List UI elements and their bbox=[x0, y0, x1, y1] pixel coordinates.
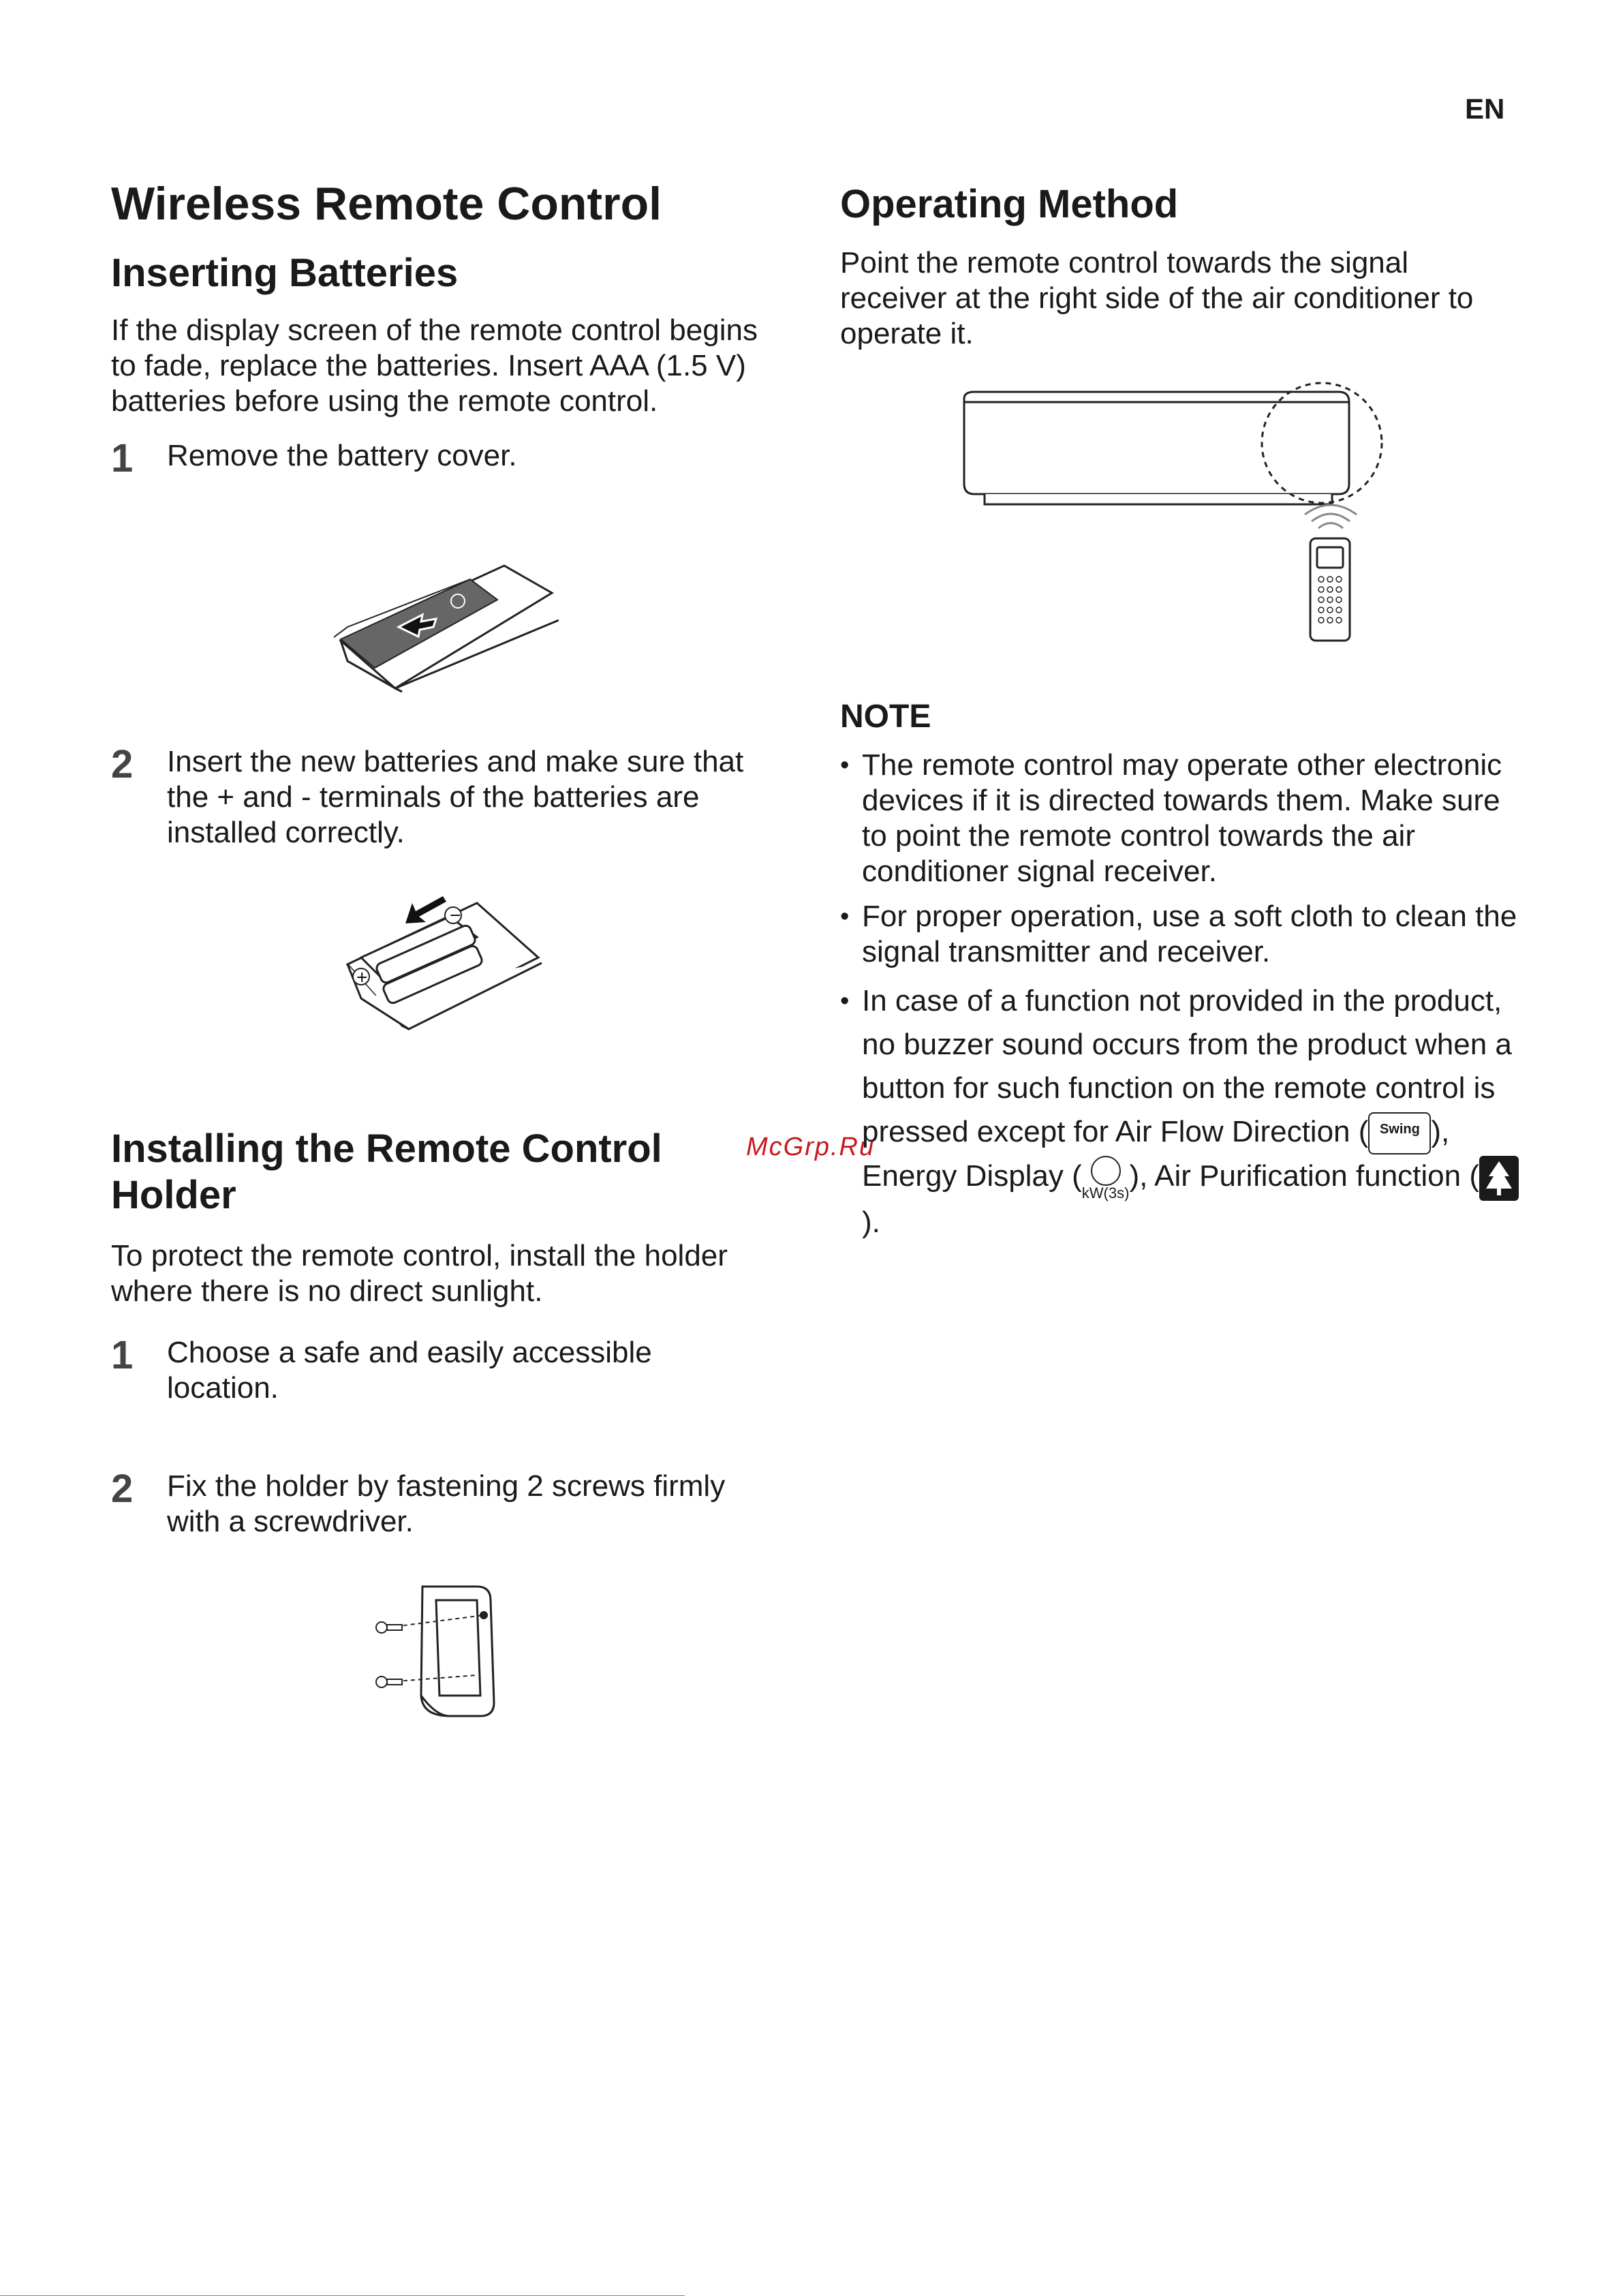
page-title: Wireless Remote Control bbox=[111, 178, 662, 230]
batteries-intro: If the display screen of the remote control begins to fade, replace the batteries. Insert AAA (1.5 V) batteries before using the remote control. bbox=[111, 313, 758, 418]
energy-label: kW(3s) bbox=[1081, 1184, 1130, 1201]
step-number: 1 bbox=[111, 436, 134, 481]
battery-step-2 bbox=[111, 744, 786, 851]
operating-heading: Operating Method bbox=[840, 182, 1179, 226]
battery-step-1 bbox=[111, 438, 786, 479]
note-title: NOTE bbox=[840, 699, 931, 735]
step-text: Remove the battery cover. bbox=[167, 439, 517, 473]
holder-step-2 bbox=[111, 1466, 786, 1540]
note-section bbox=[840, 698, 1521, 1254]
right-column bbox=[840, 181, 1521, 352]
step-text: Choose a safe and easily accessible location. bbox=[167, 1335, 652, 1405]
swing-label: Swing bbox=[1379, 1122, 1420, 1137]
note-text: In case of a function not provided in the product, no buzzer sound occurs from the product when a button for such function on the remote control is pressed except for Air Flow Direction ( bbox=[862, 984, 1512, 1148]
insert-batteries-illustration bbox=[341, 889, 545, 1036]
energy-display-icon bbox=[1082, 1156, 1130, 1201]
step-text: Insert the new batteries and make sure that the + and - terminals of the batteries are installed correctly. bbox=[167, 745, 744, 849]
operating-intro: Point the remote control towards the signal receiver at the right side of the air conditioner to operate it. bbox=[840, 246, 1474, 351]
note-item: • The remote control may operate other electronic devices if it is directed towards them. Make sure to point the remote control towards the air conditioner signal receiver. bbox=[840, 748, 1521, 889]
watermark: McGrp.Ru bbox=[746, 1133, 876, 1161]
language-tag: EN bbox=[1465, 93, 1505, 125]
remote-control-illustration bbox=[1310, 538, 1350, 641]
battery-cover-illustration bbox=[334, 559, 559, 702]
step-number: 1 bbox=[111, 1332, 134, 1377]
note-item: • For proper operation, use a soft cloth to clean the signal transmitter and receiver. bbox=[840, 899, 1521, 970]
holder-step-1 bbox=[111, 1332, 786, 1406]
note-item-exceptions bbox=[840, 979, 1521, 1244]
left-column bbox=[111, 179, 786, 479]
plus-terminal-icon: + bbox=[356, 969, 369, 986]
note-list bbox=[840, 748, 1521, 1244]
note-text: ). bbox=[862, 1205, 880, 1239]
minus-terminal-icon: − bbox=[449, 907, 462, 924]
holder-heading: Installing the Remote Control Holder bbox=[111, 1127, 662, 1218]
note-text: ), Energy Display ( bbox=[862, 1115, 1450, 1193]
air-conditioner-illustration bbox=[957, 378, 1393, 644]
battery-step-2-wrap bbox=[111, 744, 786, 851]
air-purification-icon bbox=[1479, 1156, 1519, 1201]
signal-waves-icon bbox=[1305, 505, 1357, 528]
remote-holder-illustration bbox=[368, 1580, 531, 1723]
step-number: 2 bbox=[111, 742, 134, 786]
step-number: 2 bbox=[111, 1466, 134, 1511]
holder-intro: To protect the remote control, install the holder where there is no direct sunlight. bbox=[111, 1238, 728, 1308]
screw-icon bbox=[376, 1622, 402, 1687]
step-text: Fix the holder by fastening 2 screws firmly with a screwdriver. bbox=[167, 1469, 726, 1538]
note-text: ), Air Purification function ( bbox=[1129, 1159, 1479, 1193]
swing-icon bbox=[1368, 1112, 1431, 1154]
batteries-heading: Inserting Batteries bbox=[111, 250, 459, 295]
holder-section bbox=[111, 1126, 786, 1540]
